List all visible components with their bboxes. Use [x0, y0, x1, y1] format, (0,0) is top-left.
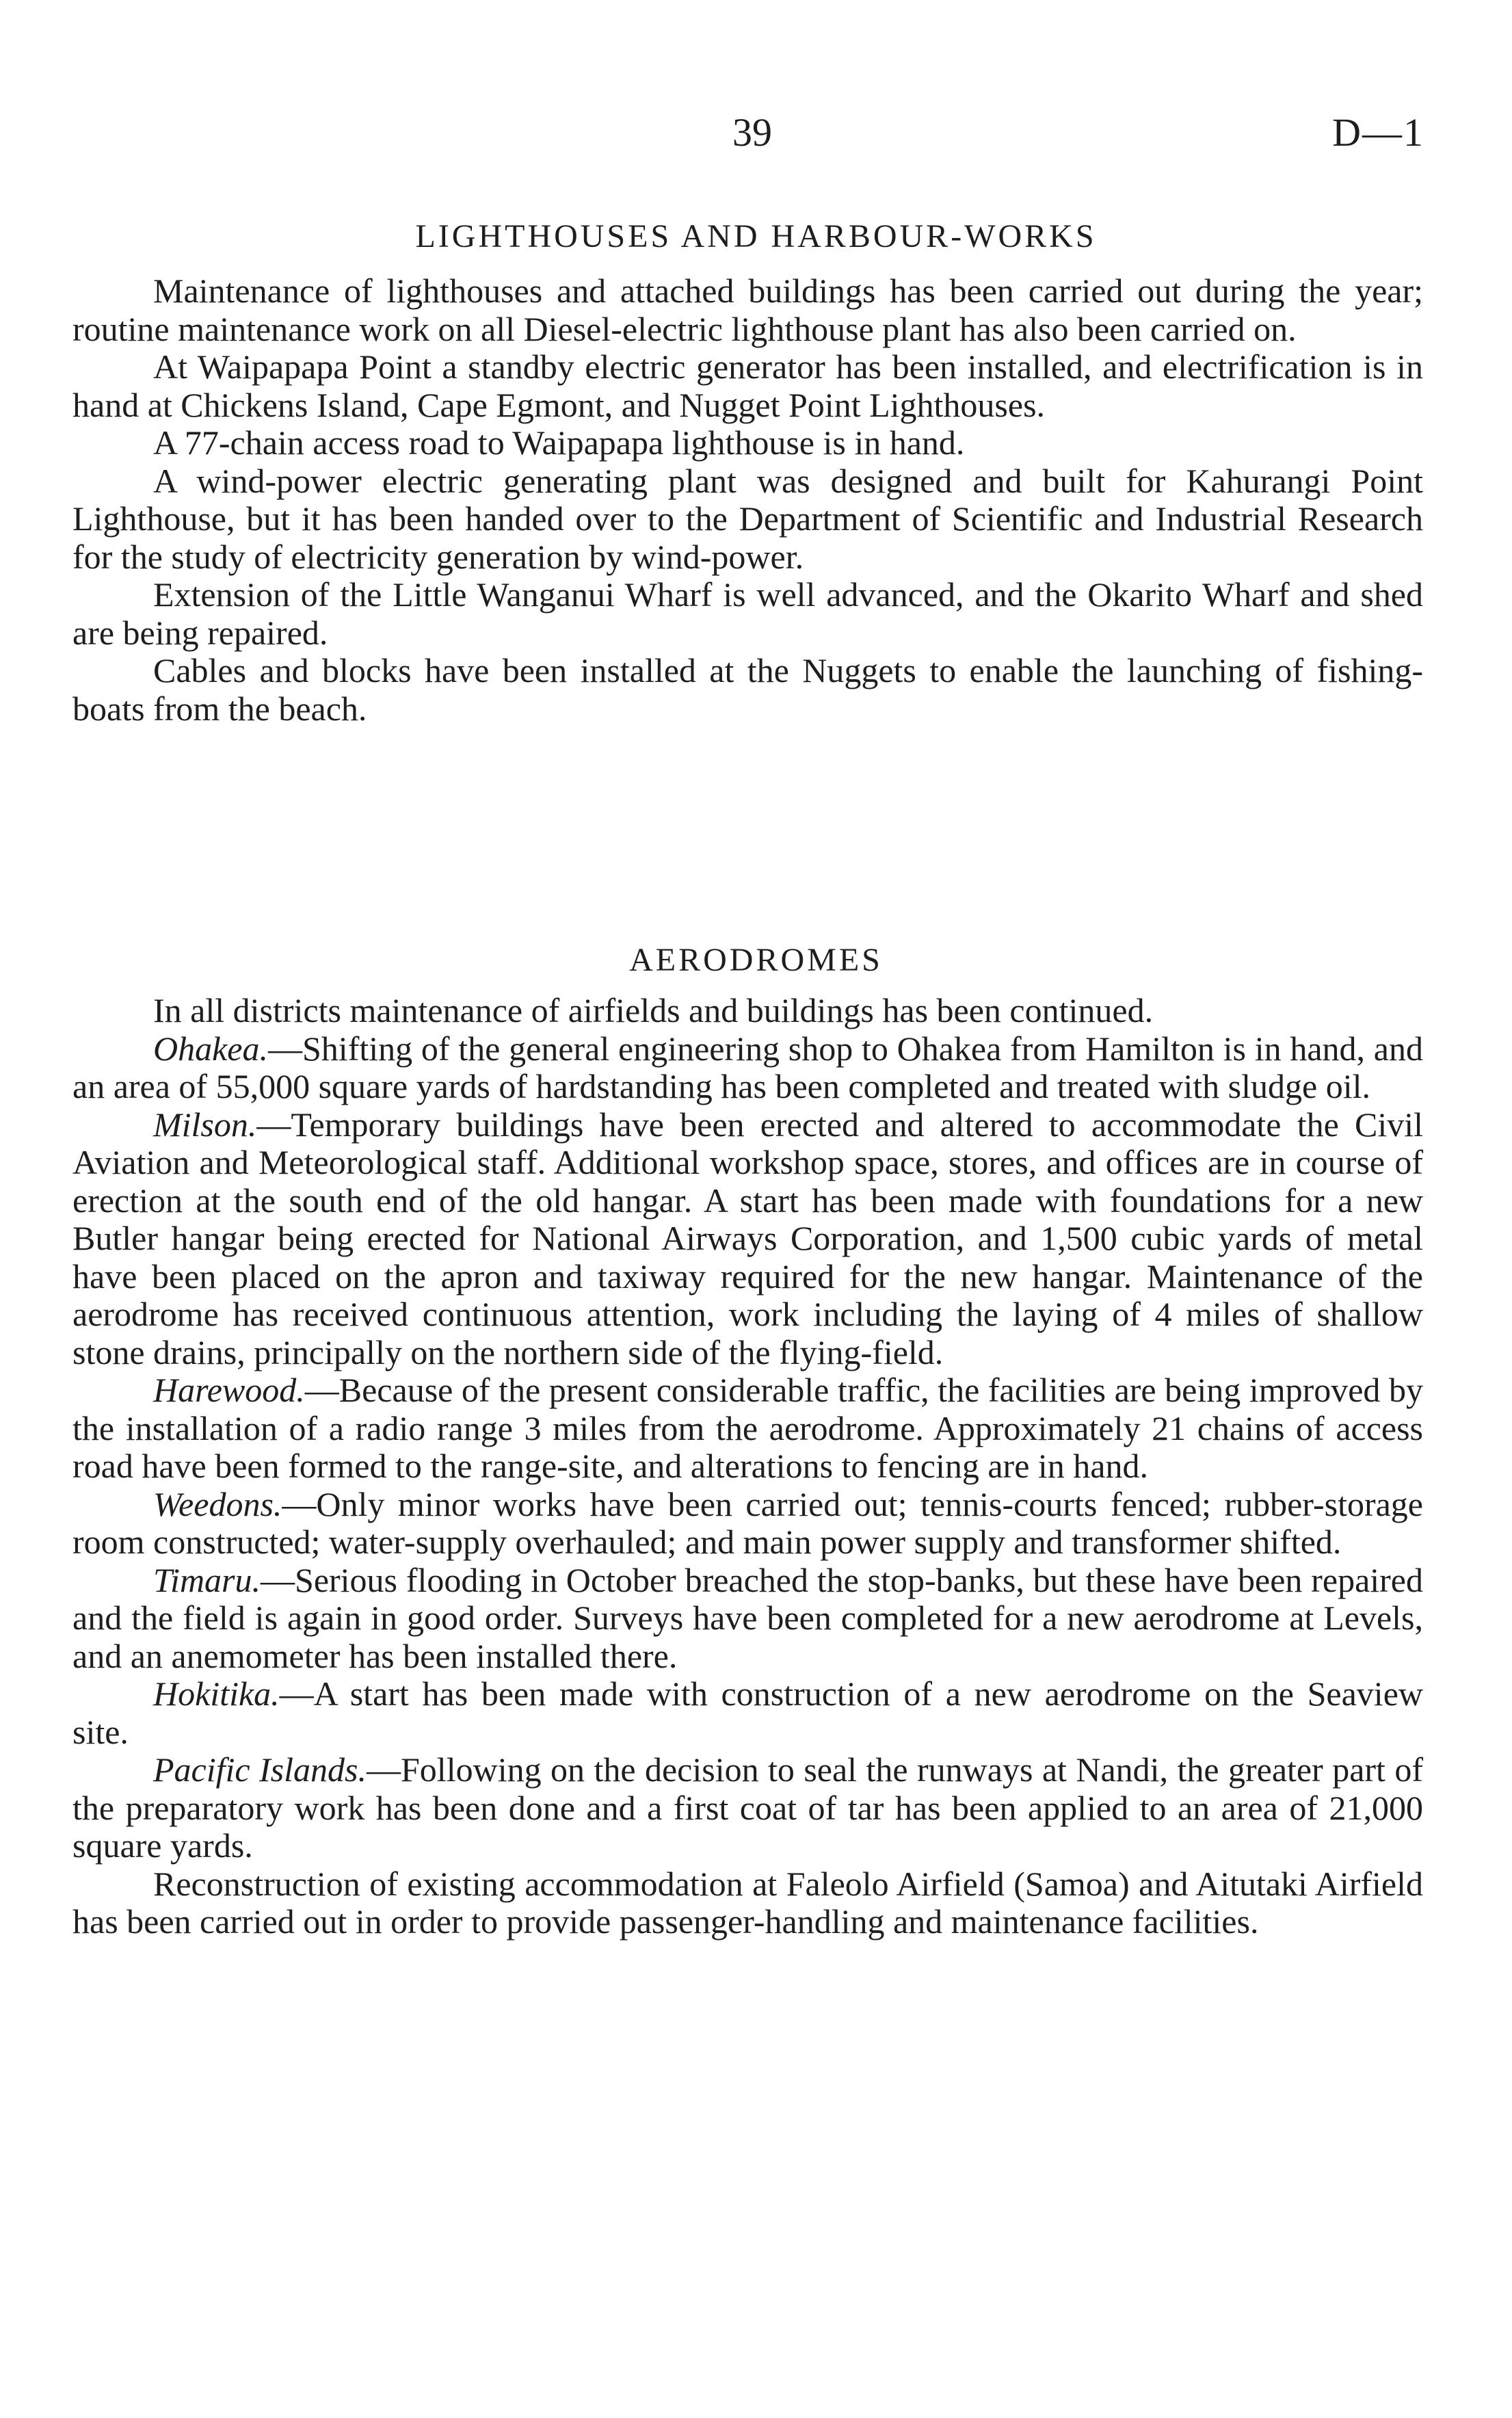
paragraph: At Waipapapa Point a standby electric generator has been installed, and electrification is in hand at Chickens Island, Cape Egmont, and Nugget Point Lighthouses.: [72, 347, 1423, 424]
place-name: Harewood.: [153, 1371, 305, 1409]
entry-text: —Following on the decision to seal the runways at Nandi, the greater part of the preparatory work has been done and a first coat of tar has been applied to an area of 21,000 square yards.: [72, 1750, 1424, 1865]
paragraph-entry-timaru: [72, 1562, 1423, 1676]
paragraph: A wind-power electric generating plant was designed and built for Kahurangi Point Lighthouse, but it has been handed over to the Department of Scientific and Industrial Research for the study of electricity generation by wind-power.: [72, 461, 1423, 576]
place-name: Weedons.: [153, 1484, 282, 1523]
place-name: Pacific Islands.: [153, 1750, 367, 1789]
paragraph-closing: Reconstruction of existing accommodation at Faleolo Airfield (Samoa) and Aitutaki Airfield has been carried out in order to provide passenger-handling and maintenance facilities.: [72, 1864, 1423, 1941]
paragraph-intro: In all districts maintenance of airfields and buildings has been continued.: [153, 991, 1154, 1029]
entry-text: —Only minor works have been carried out; tennis-courts fenced; rubber-storage room constructed; water-supply overhauled; and main power supply and transformer shifted.: [72, 1484, 1423, 1561]
entry-text: —Because of the present considerable traffic, the facilities are being improved by the installation of a radio range 3 miles from the aerodrome. Approximately 21 chains of access road have been formed to the range-site, and alterations to fencing are in hand.: [72, 1371, 1423, 1485]
entry-text: —Serious flooding in October breached the stop-banks, but these have been repaired and the field is again in good order. Surveys have been completed for a new aerodrome at Levels, and an anemometer has been installed there.: [72, 1560, 1423, 1675]
section-heading-lighthouses: LIGHTHOUSES AND HARBOUR-WORKS: [415, 218, 1097, 254]
paragraph: Maintenance of lighthouses and attached buildings has been carried out during the year; routine maintenance work on all Diesel-electric lighthouse plant has also been carried on.: [72, 272, 1423, 348]
entry-text: —Temporary buildings have been erected and altered to accommodate the Civil Aviation and Meteorological staff. Additional workshop space, stores, and offices are in course of erection at the south end of the old hangar. A start has been made with foundations for a new Butler hangar being erected for National Airways Corporation, and 1,500 cubic yards of metal have been placed on the apron and taxiway required for the new hangar. Maintenance of the aerodrome has received continuous attention, work including the laying of 4 miles of shallow stone drains, principally on the northern side of the flying-field.: [72, 1105, 1423, 1371]
lighthouses-section-body: [72, 272, 1423, 728]
paragraph: Extension of the Little Wanganui Wharf is well advanced, and the Okarito Wharf and shed are being repaired.: [72, 575, 1423, 652]
paragraph-entry-milson: [72, 1106, 1423, 1372]
place-name: Hokitika.: [153, 1674, 280, 1713]
paragraph-entry-harewood: [72, 1371, 1423, 1486]
place-name: Timaru.: [153, 1560, 261, 1599]
place-name: Ohakea.: [153, 1029, 268, 1068]
entry-text: —Shifting of the general engineering shop to Ohakea from Hamilton is in hand, and an area of 55,000 square yards of hardstanding has been completed and treated with sludge oil.: [72, 1029, 1423, 1105]
paragraph-entry-weedons: [72, 1486, 1423, 1562]
paragraph: A 77-chain access road to Waipapapa lighthouse is in hand.: [153, 423, 965, 462]
document-code: D—1: [1332, 110, 1424, 155]
page-number: 39: [732, 110, 772, 155]
paragraph: Cables and blocks have been installed at the Nuggets to enable the launching of fishing-boats from the beach.: [72, 651, 1423, 728]
entry-text: —A start has been made with construction of a new aerodrome on the Seaview site.: [72, 1674, 1423, 1751]
paragraph-entry-pacific-islands: [72, 1751, 1423, 1865]
section-heading-aerodromes: AERODROMES: [629, 942, 883, 978]
paragraph-entry-hokitika: [72, 1675, 1423, 1751]
paragraph-entry-ohakea: [72, 1030, 1423, 1106]
aerodromes-section-body: [72, 992, 1423, 1941]
place-name: Milson.: [153, 1105, 257, 1144]
